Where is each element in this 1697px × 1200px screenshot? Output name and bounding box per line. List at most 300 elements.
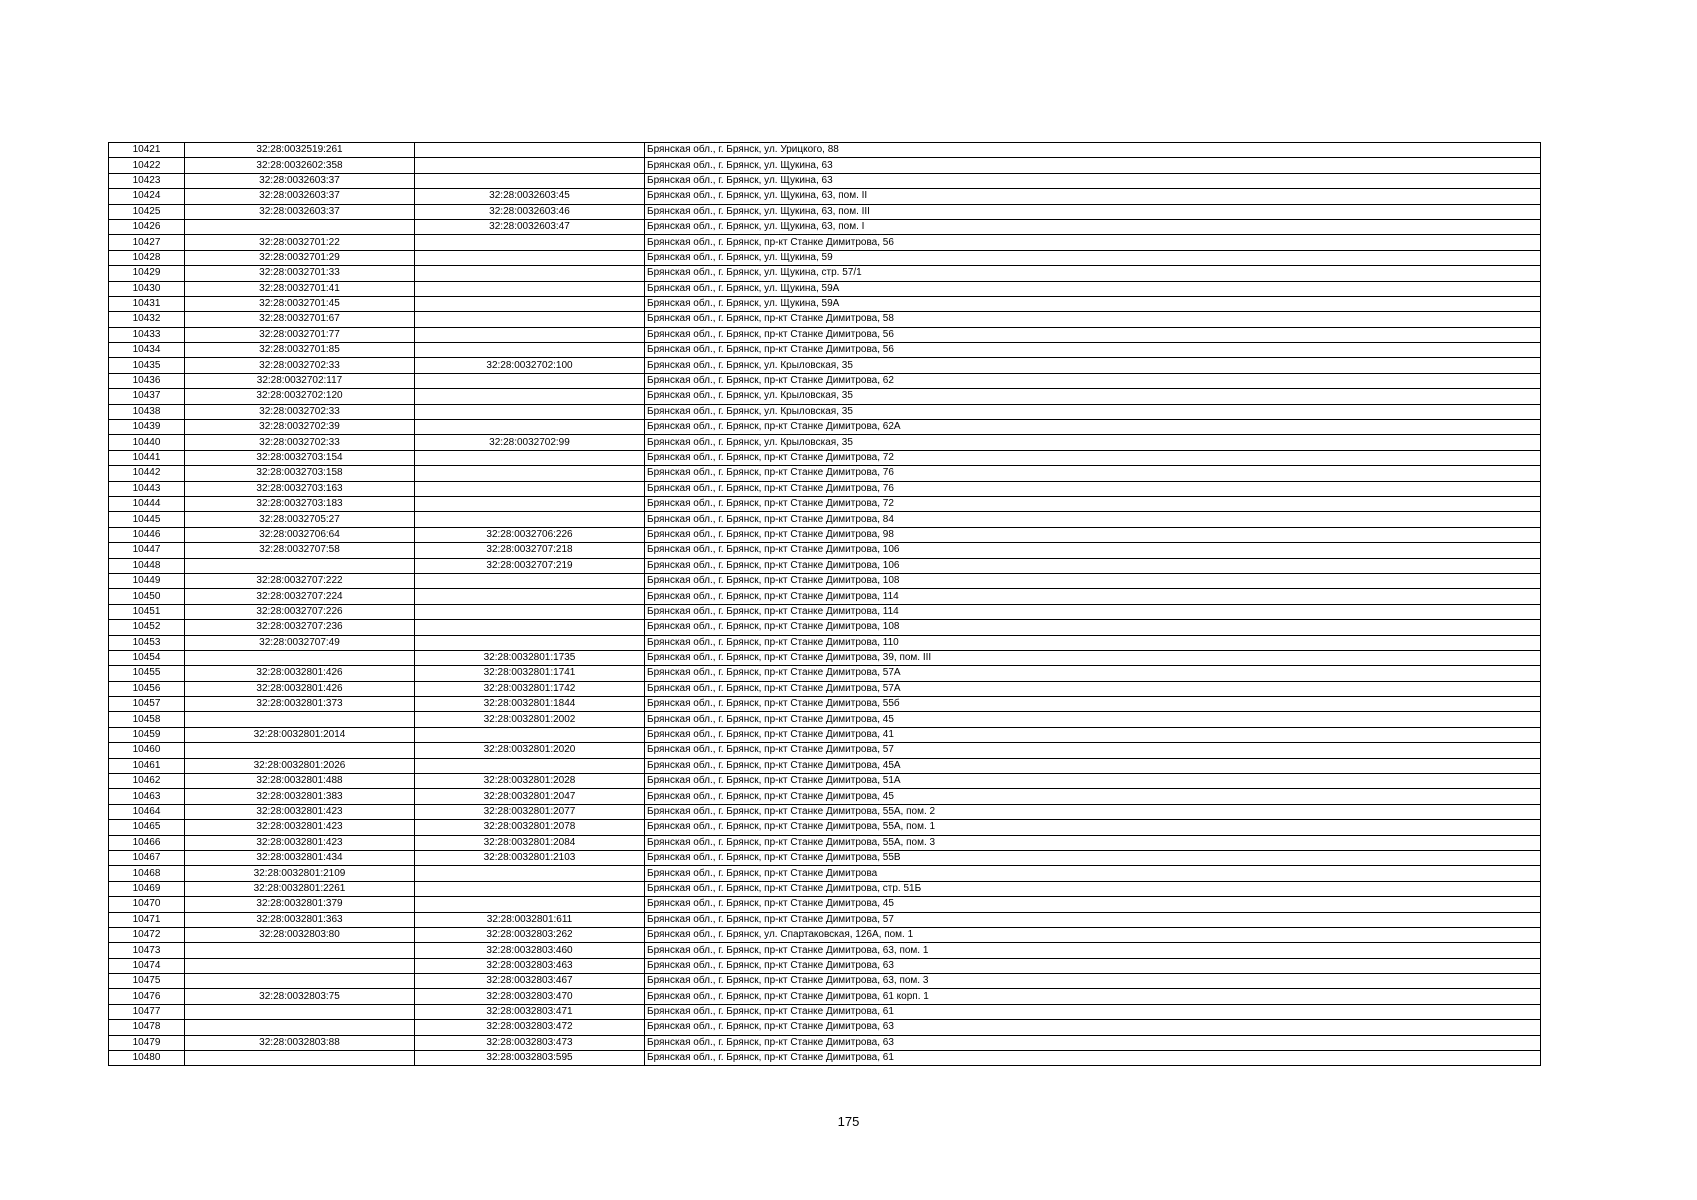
cadastral-number-cell: 32:28:0032801:373 — [185, 697, 415, 712]
address-cell: Брянская обл., г. Брянск, пр-кт Станке Димитрова, 55А, пом. 3 — [645, 835, 1541, 850]
cadastral-number-cell: 32:28:0032803:80 — [185, 927, 415, 942]
address-cell: Брянская обл., г. Брянск, пр-кт Станке Димитрова, 106 — [645, 543, 1541, 558]
table-row — [109, 466, 1541, 481]
object-number-cell: 32:28:0032801:2047 — [415, 789, 645, 804]
row-number-cell: 10464 — [109, 804, 185, 819]
row-number-cell: 10477 — [109, 1004, 185, 1019]
object-number-cell — [415, 466, 645, 481]
object-number-cell — [415, 727, 645, 742]
row-number-cell: 10428 — [109, 250, 185, 265]
table-row — [109, 1004, 1541, 1019]
cadastral-number-cell — [185, 958, 415, 973]
row-number-cell: 10448 — [109, 558, 185, 573]
object-number-cell: 32:28:0032702:100 — [415, 358, 645, 373]
address-cell: Брянская обл., г. Брянск, ул. Спартаковская, 126А, пом. 1 — [645, 927, 1541, 942]
row-number-cell: 10455 — [109, 666, 185, 681]
object-number-cell — [415, 312, 645, 327]
address-cell: Брянская обл., г. Брянск, ул. Щукина, 59А — [645, 281, 1541, 296]
address-cell: Брянская обл., г. Брянск, пр-кт Станке Димитрова, 58 — [645, 312, 1541, 327]
row-number-cell: 10444 — [109, 496, 185, 511]
object-number-cell: 32:28:0032801:611 — [415, 912, 645, 927]
cadastral-number-cell: 32:28:0032603:37 — [185, 173, 415, 188]
object-number-cell — [415, 250, 645, 265]
row-number-cell: 10423 — [109, 173, 185, 188]
table-row — [109, 250, 1541, 265]
address-cell: Брянская обл., г. Брянск, пр-кт Станке Димитрова, 41 — [645, 727, 1541, 742]
address-cell: Брянская обл., г. Брянск, ул. Крыловская, 35 — [645, 435, 1541, 450]
table-row — [109, 420, 1541, 435]
object-number-cell — [415, 420, 645, 435]
cadastral-number-cell: 32:28:0032603:37 — [185, 189, 415, 204]
table-row — [109, 681, 1541, 696]
address-cell: Брянская обл., г. Брянск, пр-кт Станке Димитрова, 61 — [645, 1004, 1541, 1019]
cadastral-number-cell: 32:28:0032701:33 — [185, 266, 415, 281]
object-number-cell — [415, 450, 645, 465]
address-cell: Брянская обл., г. Брянск, пр-кт Станке Димитрова, 51А — [645, 774, 1541, 789]
object-number-cell — [415, 281, 645, 296]
row-number-cell: 10471 — [109, 912, 185, 927]
cadastral-number-cell: 32:28:0032701:22 — [185, 235, 415, 250]
table-row — [109, 312, 1541, 327]
cadastral-number-cell — [185, 712, 415, 727]
address-cell: Брянская обл., г. Брянск, пр-кт Станке Димитрова, 45 — [645, 789, 1541, 804]
object-number-cell — [415, 343, 645, 358]
row-number-cell: 10432 — [109, 312, 185, 327]
address-cell: Брянская обл., г. Брянск, пр-кт Станке Димитрова, 56 — [645, 235, 1541, 250]
cadastral-number-cell: 32:28:0032803:75 — [185, 989, 415, 1004]
row-number-cell: 10435 — [109, 358, 185, 373]
row-number-cell: 10470 — [109, 897, 185, 912]
table-row — [109, 189, 1541, 204]
object-number-cell: 32:28:0032803:472 — [415, 1020, 645, 1035]
row-number-cell: 10475 — [109, 974, 185, 989]
row-number-cell: 10479 — [109, 1035, 185, 1050]
address-cell: Брянская обл., г. Брянск, ул. Щукина, 59 — [645, 250, 1541, 265]
address-cell: Брянская обл., г. Брянск, пр-кт Станке Димитрова, 55А, пом. 2 — [645, 804, 1541, 819]
object-number-cell — [415, 897, 645, 912]
row-number-cell: 10458 — [109, 712, 185, 727]
object-number-cell: 32:28:0032801:1742 — [415, 681, 645, 696]
table-row — [109, 343, 1541, 358]
object-number-cell: 32:28:0032603:45 — [415, 189, 645, 204]
table-row — [109, 527, 1541, 542]
address-cell: Брянская обл., г. Брянск, пр-кт Станке Димитрова, 63, пом. 1 — [645, 943, 1541, 958]
row-number-cell: 10462 — [109, 774, 185, 789]
cadastral-number-cell: 32:28:0032707:49 — [185, 635, 415, 650]
cadastral-number-cell: 32:28:0032801:488 — [185, 774, 415, 789]
object-number-cell: 32:28:0032801:2078 — [415, 820, 645, 835]
row-number-cell: 10459 — [109, 727, 185, 742]
table-row — [109, 912, 1541, 927]
table-row — [109, 143, 1541, 158]
row-number-cell: 10457 — [109, 697, 185, 712]
table-row — [109, 573, 1541, 588]
object-number-cell — [415, 758, 645, 773]
address-cell: Брянская обл., г. Брянск, пр-кт Станке Димитрова, 57А — [645, 681, 1541, 696]
table-row — [109, 496, 1541, 511]
cadastral-number-cell — [185, 974, 415, 989]
table-row — [109, 158, 1541, 173]
cadastral-number-cell: 32:28:0032702:33 — [185, 358, 415, 373]
address-cell: Брянская обл., г. Брянск, пр-кт Станке Димитрова, 63 — [645, 1020, 1541, 1035]
object-number-cell: 32:28:0032707:219 — [415, 558, 645, 573]
row-number-cell: 10439 — [109, 420, 185, 435]
row-number-cell: 10469 — [109, 881, 185, 896]
object-number-cell: 32:28:0032706:226 — [415, 527, 645, 542]
cadastral-number-cell: 32:28:0032801:423 — [185, 835, 415, 850]
row-number-cell: 10467 — [109, 850, 185, 865]
cadastral-number-cell: 32:28:0032519:261 — [185, 143, 415, 158]
object-number-cell: 32:28:0032801:2077 — [415, 804, 645, 819]
table-row — [109, 1051, 1541, 1066]
table-row — [109, 758, 1541, 773]
row-number-cell: 10478 — [109, 1020, 185, 1035]
address-cell: Брянская обл., г. Брянск, пр-кт Станке Димитрова, 114 — [645, 604, 1541, 619]
address-cell: Брянская обл., г. Брянск, пр-кт Станке Димитрова, 72 — [645, 450, 1541, 465]
table-row — [109, 358, 1541, 373]
address-cell: Брянская обл., г. Брянск, пр-кт Станке Димитрова, 55б — [645, 697, 1541, 712]
cadastral-number-cell: 32:28:0032703:183 — [185, 496, 415, 511]
table-row — [109, 650, 1541, 665]
object-number-cell: 32:28:0032801:2028 — [415, 774, 645, 789]
cadastral-number-cell — [185, 219, 415, 234]
table-row — [109, 712, 1541, 727]
cadastral-number-cell — [185, 1020, 415, 1035]
cadastral-number-cell: 32:28:0032701:45 — [185, 296, 415, 311]
cadastral-number-cell: 32:28:0032801:383 — [185, 789, 415, 804]
row-number-cell: 10430 — [109, 281, 185, 296]
cadastral-number-cell: 32:28:0032706:64 — [185, 527, 415, 542]
row-number-cell: 10437 — [109, 389, 185, 404]
table-row — [109, 804, 1541, 819]
address-cell: Брянская обл., г. Брянск, пр-кт Станке Димитрова, 45 — [645, 897, 1541, 912]
table-row — [109, 789, 1541, 804]
cadastral-number-cell: 32:28:0032603:37 — [185, 204, 415, 219]
table-row — [109, 558, 1541, 573]
address-cell: Брянская обл., г. Брянск, пр-кт Станке Димитрова, 114 — [645, 589, 1541, 604]
object-number-cell — [415, 866, 645, 881]
address-cell: Брянская обл., г. Брянск, пр-кт Станке Димитрова, 45А — [645, 758, 1541, 773]
cadastral-number-cell — [185, 558, 415, 573]
table-row — [109, 820, 1541, 835]
object-number-cell: 32:28:0032803:595 — [415, 1051, 645, 1066]
cadastral-number-cell — [185, 650, 415, 665]
row-number-cell: 10476 — [109, 989, 185, 1004]
address-cell: Брянская обл., г. Брянск, пр-кт Станке Димитрова, 39, пом. III — [645, 650, 1541, 665]
row-number-cell: 10438 — [109, 404, 185, 419]
object-number-cell: 32:28:0032603:46 — [415, 204, 645, 219]
row-number-cell: 10473 — [109, 943, 185, 958]
row-number-cell: 10465 — [109, 820, 185, 835]
address-cell: Брянская обл., г. Брянск, пр-кт Станке Димитрова, 84 — [645, 512, 1541, 527]
row-number-cell: 10425 — [109, 204, 185, 219]
table-row — [109, 881, 1541, 896]
object-number-cell: 32:28:0032603:47 — [415, 219, 645, 234]
address-cell: Брянская обл., г. Брянск, ул. Щукина, 63 — [645, 173, 1541, 188]
object-number-cell: 32:28:0032803:471 — [415, 1004, 645, 1019]
address-cell: Брянская обл., г. Брянск, ул. Крыловская, 35 — [645, 358, 1541, 373]
cadastral-number-cell — [185, 743, 415, 758]
table-row — [109, 219, 1541, 234]
row-number-cell: 10446 — [109, 527, 185, 542]
address-cell: Брянская обл., г. Брянск, пр-кт Станке Димитрова, 61 корп. 1 — [645, 989, 1541, 1004]
object-number-cell — [415, 512, 645, 527]
row-number-cell: 10434 — [109, 343, 185, 358]
address-cell: Брянская обл., г. Брянск, пр-кт Станке Димитрова, 57 — [645, 912, 1541, 927]
cadastral-number-cell — [185, 943, 415, 958]
address-cell: Брянская обл., г. Брянск, пр-кт Станке Димитрова, 55А, пом. 1 — [645, 820, 1541, 835]
object-number-cell — [415, 496, 645, 511]
row-number-cell: 10474 — [109, 958, 185, 973]
table-row — [109, 697, 1541, 712]
object-number-cell — [415, 604, 645, 619]
row-number-cell: 10451 — [109, 604, 185, 619]
cadastral-number-cell: 32:28:0032801:426 — [185, 681, 415, 696]
table-row — [109, 835, 1541, 850]
address-cell: Брянская обл., г. Брянск, пр-кт Станке Димитрова, 62А — [645, 420, 1541, 435]
registry-table-body — [109, 143, 1541, 1066]
cadastral-number-cell: 32:28:0032701:85 — [185, 343, 415, 358]
table-row — [109, 281, 1541, 296]
object-number-cell — [415, 266, 645, 281]
object-number-cell: 32:28:0032801:1844 — [415, 697, 645, 712]
address-cell: Брянская обл., г. Брянск, пр-кт Станке Димитрова, 108 — [645, 573, 1541, 588]
address-cell: Брянская обл., г. Брянск, пр-кт Станке Димитрова, 76 — [645, 481, 1541, 496]
address-cell: Брянская обл., г. Брянск, пр-кт Станке Димитрова, 110 — [645, 635, 1541, 650]
cadastral-number-cell: 32:28:0032707:236 — [185, 620, 415, 635]
row-number-cell: 10431 — [109, 296, 185, 311]
cadastral-number-cell: 32:28:0032801:2014 — [185, 727, 415, 742]
table-row — [109, 958, 1541, 973]
table-row — [109, 173, 1541, 188]
table-row — [109, 435, 1541, 450]
row-number-cell: 10453 — [109, 635, 185, 650]
row-number-cell: 10429 — [109, 266, 185, 281]
object-number-cell — [415, 620, 645, 635]
object-number-cell: 32:28:0032803:463 — [415, 958, 645, 973]
table-row — [109, 373, 1541, 388]
table-row — [109, 620, 1541, 635]
table-row — [109, 866, 1541, 881]
page-number: 175 — [837, 1114, 860, 1129]
row-number-cell: 10422 — [109, 158, 185, 173]
cadastral-number-cell — [185, 1004, 415, 1019]
registry-table — [108, 142, 1541, 1066]
address-cell: Брянская обл., г. Брянск, ул. Щукина, 63, пом. I — [645, 219, 1541, 234]
table-row — [109, 974, 1541, 989]
table-row — [109, 235, 1541, 250]
table-row — [109, 1020, 1541, 1035]
address-cell: Брянская обл., г. Брянск, ул. Щукина, 63 — [645, 158, 1541, 173]
row-number-cell: 10433 — [109, 327, 185, 342]
cadastral-number-cell: 32:28:0032702:33 — [185, 435, 415, 450]
object-number-cell — [415, 173, 645, 188]
cadastral-number-cell: 32:28:0032602:358 — [185, 158, 415, 173]
row-number-cell: 10426 — [109, 219, 185, 234]
row-number-cell: 10443 — [109, 481, 185, 496]
address-cell: Брянская обл., г. Брянск, пр-кт Станке Димитрова, 72 — [645, 496, 1541, 511]
row-number-cell: 10421 — [109, 143, 185, 158]
address-cell: Брянская обл., г. Брянск, пр-кт Станке Димитрова, 108 — [645, 620, 1541, 635]
row-number-cell: 10460 — [109, 743, 185, 758]
cadastral-number-cell: 32:28:0032701:29 — [185, 250, 415, 265]
row-number-cell: 10454 — [109, 650, 185, 665]
cadastral-number-cell: 32:28:0032705:27 — [185, 512, 415, 527]
row-number-cell: 10441 — [109, 450, 185, 465]
table-row — [109, 989, 1541, 1004]
object-number-cell: 32:28:0032803:467 — [415, 974, 645, 989]
row-number-cell: 10436 — [109, 373, 185, 388]
cadastral-number-cell: 32:28:0032701:77 — [185, 327, 415, 342]
table-row — [109, 296, 1541, 311]
row-number-cell: 10466 — [109, 835, 185, 850]
row-number-cell: 10463 — [109, 789, 185, 804]
object-number-cell — [415, 881, 645, 896]
cadastral-number-cell: 32:28:0032707:58 — [185, 543, 415, 558]
cadastral-number-cell: 32:28:0032801:379 — [185, 897, 415, 912]
address-cell: Брянская обл., г. Брянск, пр-кт Станке Димитрова — [645, 866, 1541, 881]
address-cell: Брянская обл., г. Брянск, пр-кт Станке Димитрова, стр. 51Б — [645, 881, 1541, 896]
cadastral-number-cell: 32:28:0032801:2261 — [185, 881, 415, 896]
object-number-cell: 32:28:0032803:470 — [415, 989, 645, 1004]
object-number-cell: 32:28:0032801:1741 — [415, 666, 645, 681]
table-row — [109, 481, 1541, 496]
table-row — [109, 404, 1541, 419]
cadastral-number-cell: 32:28:0032703:154 — [185, 450, 415, 465]
address-cell: Брянская обл., г. Брянск, пр-кт Станке Димитрова, 57 — [645, 743, 1541, 758]
cadastral-number-cell: 32:28:0032801:423 — [185, 804, 415, 819]
cadastral-number-cell: 32:28:0032707:224 — [185, 589, 415, 604]
table-row — [109, 774, 1541, 789]
address-cell: Брянская обл., г. Брянск, пр-кт Станке Димитрова, 63, пом. 3 — [645, 974, 1541, 989]
address-cell: Брянская обл., г. Брянск, ул. Урицкого, 88 — [645, 143, 1541, 158]
row-number-cell: 10447 — [109, 543, 185, 558]
row-number-cell: 10440 — [109, 435, 185, 450]
table-row — [109, 850, 1541, 865]
address-cell: Брянская обл., г. Брянск, пр-кт Станке Димитрова, 56 — [645, 343, 1541, 358]
cadastral-number-cell — [185, 1051, 415, 1066]
cadastral-number-cell: 32:28:0032801:434 — [185, 850, 415, 865]
table-row — [109, 604, 1541, 619]
object-number-cell: 32:28:0032803:262 — [415, 927, 645, 942]
table-row — [109, 389, 1541, 404]
address-cell: Брянская обл., г. Брянск, ул. Крыловская, 35 — [645, 404, 1541, 419]
table-row — [109, 204, 1541, 219]
row-number-cell: 10472 — [109, 927, 185, 942]
address-cell: Брянская обл., г. Брянск, пр-кт Станке Димитрова, 55В — [645, 850, 1541, 865]
cadastral-number-cell: 32:28:0032702:120 — [185, 389, 415, 404]
table-row — [109, 943, 1541, 958]
row-number-cell: 10456 — [109, 681, 185, 696]
object-number-cell: 32:28:0032801:2002 — [415, 712, 645, 727]
address-cell: Брянская обл., г. Брянск, пр-кт Станке Димитрова, 57А — [645, 666, 1541, 681]
object-number-cell: 32:28:0032707:218 — [415, 543, 645, 558]
address-cell: Брянская обл., г. Брянск, пр-кт Станке Димитрова, 56 — [645, 327, 1541, 342]
row-number-cell: 10449 — [109, 573, 185, 588]
object-number-cell — [415, 235, 645, 250]
table-row — [109, 589, 1541, 604]
object-number-cell — [415, 404, 645, 419]
object-number-cell — [415, 327, 645, 342]
table-row — [109, 666, 1541, 681]
object-number-cell: 32:28:0032801:2103 — [415, 850, 645, 865]
cadastral-number-cell: 32:28:0032707:226 — [185, 604, 415, 619]
cadastral-number-cell: 32:28:0032703:163 — [185, 481, 415, 496]
row-number-cell: 10450 — [109, 589, 185, 604]
address-cell: Брянская обл., г. Брянск, пр-кт Станке Димитрова, 63 — [645, 1035, 1541, 1050]
address-cell: Брянская обл., г. Брянск, ул. Крыловская, 35 — [645, 389, 1541, 404]
object-number-cell — [415, 481, 645, 496]
address-cell: Брянская обл., г. Брянск, ул. Щукина, 63, пом. II — [645, 189, 1541, 204]
object-number-cell: 32:28:0032803:473 — [415, 1035, 645, 1050]
table-row — [109, 727, 1541, 742]
row-number-cell: 10445 — [109, 512, 185, 527]
cadastral-number-cell: 32:28:0032801:426 — [185, 666, 415, 681]
cadastral-number-cell: 32:28:0032701:41 — [185, 281, 415, 296]
address-cell: Брянская обл., г. Брянск, пр-кт Станке Димитрова, 106 — [645, 558, 1541, 573]
table-row — [109, 635, 1541, 650]
table-row — [109, 743, 1541, 758]
table-row — [109, 512, 1541, 527]
table-row — [109, 543, 1541, 558]
object-number-cell — [415, 143, 645, 158]
table-row — [109, 897, 1541, 912]
address-cell: Брянская обл., г. Брянск, пр-кт Станке Димитрова, 63 — [645, 958, 1541, 973]
object-number-cell: 32:28:0032803:460 — [415, 943, 645, 958]
address-cell: Брянская обл., г. Брянск, пр-кт Станке Димитрова, 76 — [645, 466, 1541, 481]
cadastral-number-cell: 32:28:0032702:117 — [185, 373, 415, 388]
table-row — [109, 327, 1541, 342]
table-row — [109, 266, 1541, 281]
address-cell: Брянская обл., г. Брянск, пр-кт Станке Димитрова, 62 — [645, 373, 1541, 388]
cadastral-number-cell: 32:28:0032702:39 — [185, 420, 415, 435]
address-cell: Брянская обл., г. Брянск, ул. Щукина, 59А — [645, 296, 1541, 311]
table-row — [109, 1035, 1541, 1050]
cadastral-number-cell: 32:28:0032702:33 — [185, 404, 415, 419]
object-number-cell — [415, 158, 645, 173]
object-number-cell — [415, 635, 645, 650]
cadastral-number-cell: 32:28:0032801:363 — [185, 912, 415, 927]
address-cell: Брянская обл., г. Брянск, пр-кт Станке Димитрова, 98 — [645, 527, 1541, 542]
object-number-cell: 32:28:0032801:1735 — [415, 650, 645, 665]
address-cell: Брянская обл., г. Брянск, пр-кт Станке Димитрова, 45 — [645, 712, 1541, 727]
row-number-cell: 10442 — [109, 466, 185, 481]
object-number-cell: 32:28:0032801:2020 — [415, 743, 645, 758]
object-number-cell: 32:28:0032801:2084 — [415, 835, 645, 850]
object-number-cell — [415, 573, 645, 588]
row-number-cell: 10452 — [109, 620, 185, 635]
object-number-cell — [415, 296, 645, 311]
object-number-cell: 32:28:0032702:99 — [415, 435, 645, 450]
cadastral-number-cell: 32:28:0032801:423 — [185, 820, 415, 835]
row-number-cell: 10468 — [109, 866, 185, 881]
cadastral-number-cell: 32:28:0032801:2109 — [185, 866, 415, 881]
cadastral-number-cell: 32:28:0032801:2026 — [185, 758, 415, 773]
table-row — [109, 927, 1541, 942]
address-cell: Брянская обл., г. Брянск, пр-кт Станке Димитрова, 61 — [645, 1051, 1541, 1066]
row-number-cell: 10461 — [109, 758, 185, 773]
object-number-cell — [415, 589, 645, 604]
object-number-cell — [415, 389, 645, 404]
cadastral-number-cell: 32:28:0032707:222 — [185, 573, 415, 588]
cadastral-number-cell: 32:28:0032701:67 — [185, 312, 415, 327]
cadastral-number-cell: 32:28:0032803:88 — [185, 1035, 415, 1050]
object-number-cell — [415, 373, 645, 388]
address-cell: Брянская обл., г. Брянск, ул. Щукина, стр. 57/1 — [645, 266, 1541, 281]
table-row — [109, 450, 1541, 465]
row-number-cell: 10427 — [109, 235, 185, 250]
address-cell: Брянская обл., г. Брянск, ул. Щукина, 63, пом. III — [645, 204, 1541, 219]
